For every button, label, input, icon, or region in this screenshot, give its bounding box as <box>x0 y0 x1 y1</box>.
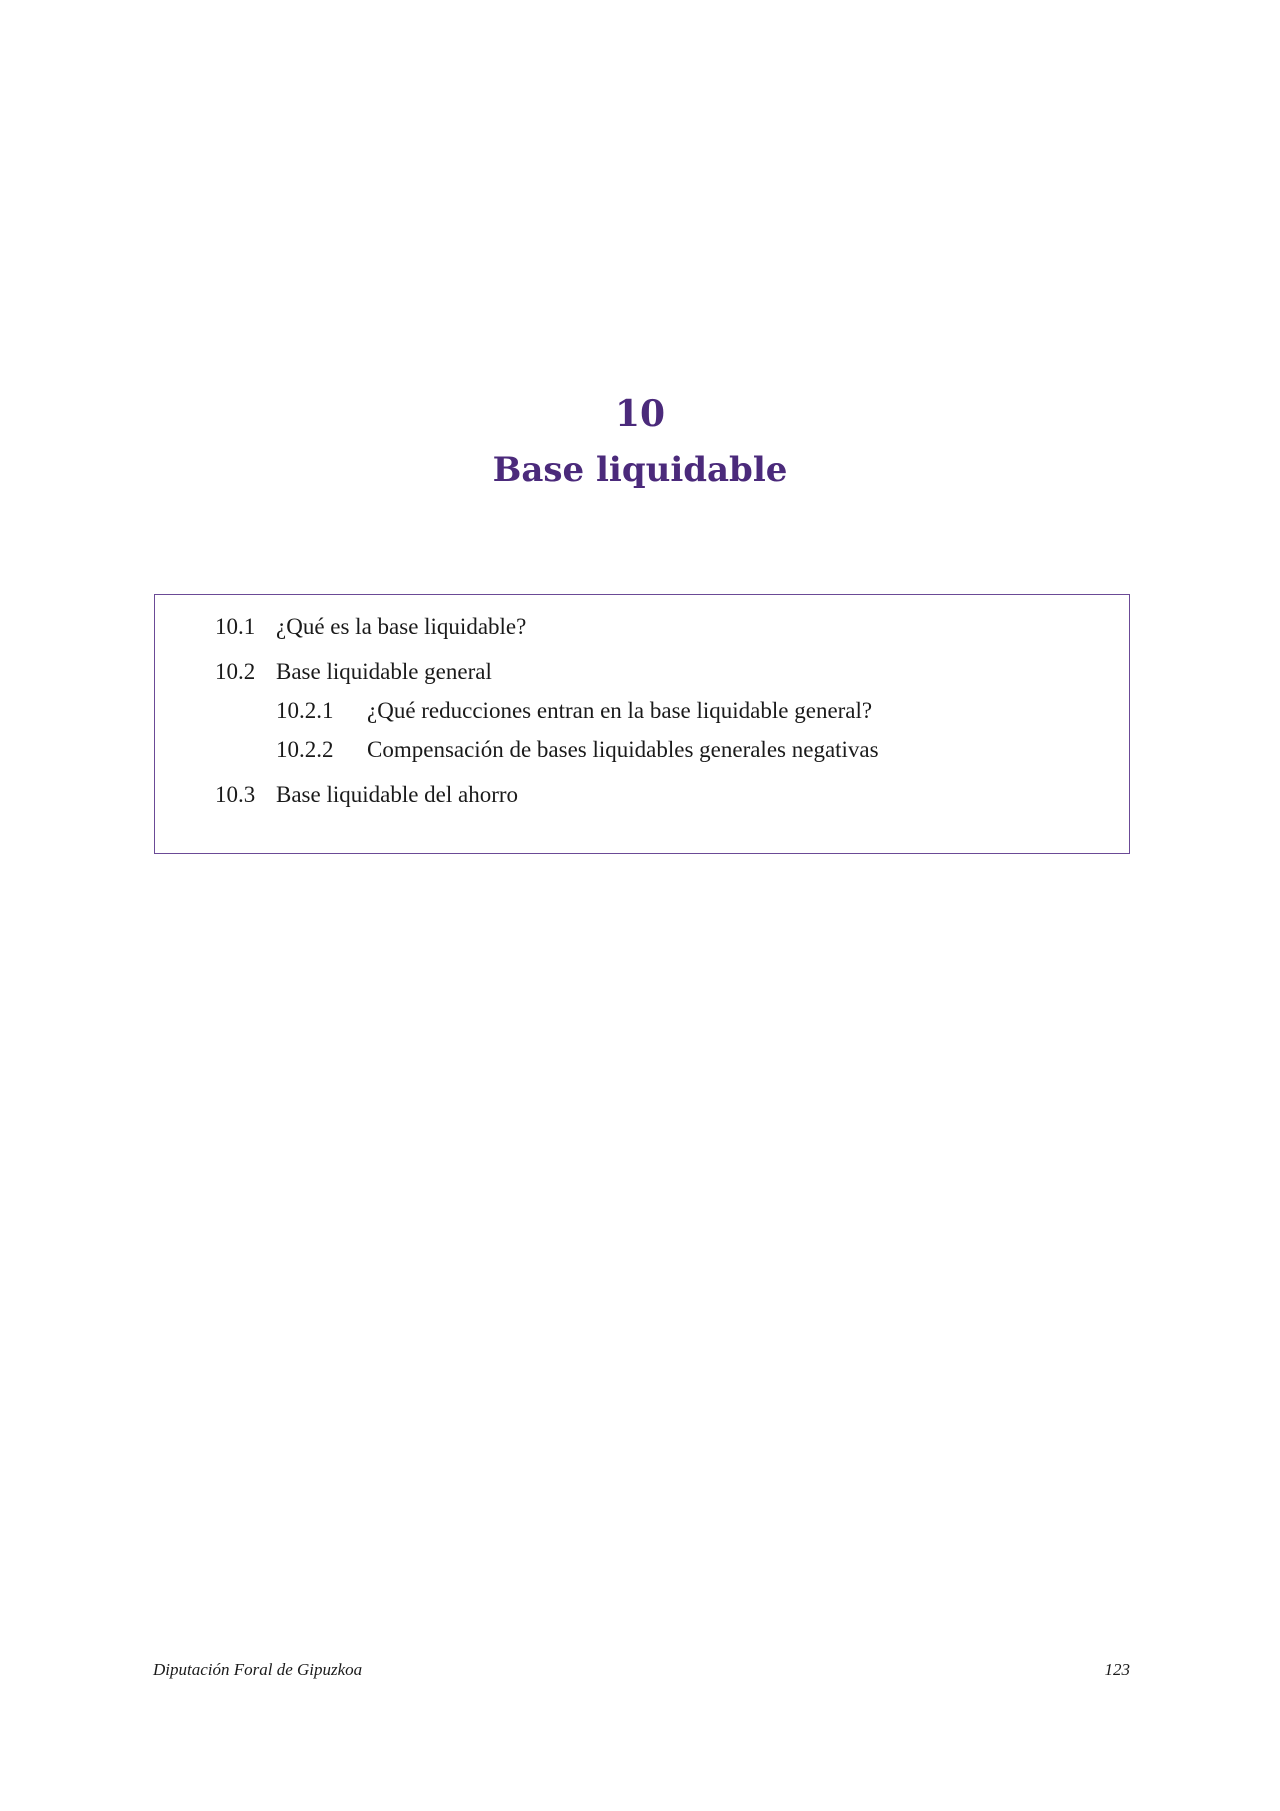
toc-item-text: Compensación de bases liquidables generales negativas <box>367 737 879 762</box>
toc-item-text: ¿Qué es la base liquidable? <box>276 614 527 639</box>
chapter-number: 10 <box>614 393 666 435</box>
toc-item-number: 10.2.2 <box>276 737 334 762</box>
toc-item-text: ¿Qué reducciones entran en la base liquidable general? <box>367 698 873 723</box>
footer-page-number: 123 <box>1104 1660 1130 1679</box>
toc-item-number: 10.3 <box>215 782 256 807</box>
toc-item-number: 10.2 <box>215 659 256 684</box>
footer-publisher: Diputación Foral de Gipuzkoa <box>153 1660 363 1679</box>
toc-item-text: Base liquidable del ahorro <box>276 782 519 807</box>
toc-item-text: Base liquidable general <box>276 659 492 684</box>
table-of-contents <box>154 594 1130 854</box>
chapter-title: Base liquidable <box>492 450 788 490</box>
toc-item-number: 10.2.1 <box>276 698 334 723</box>
toc-item-number: 10.1 <box>215 614 256 639</box>
